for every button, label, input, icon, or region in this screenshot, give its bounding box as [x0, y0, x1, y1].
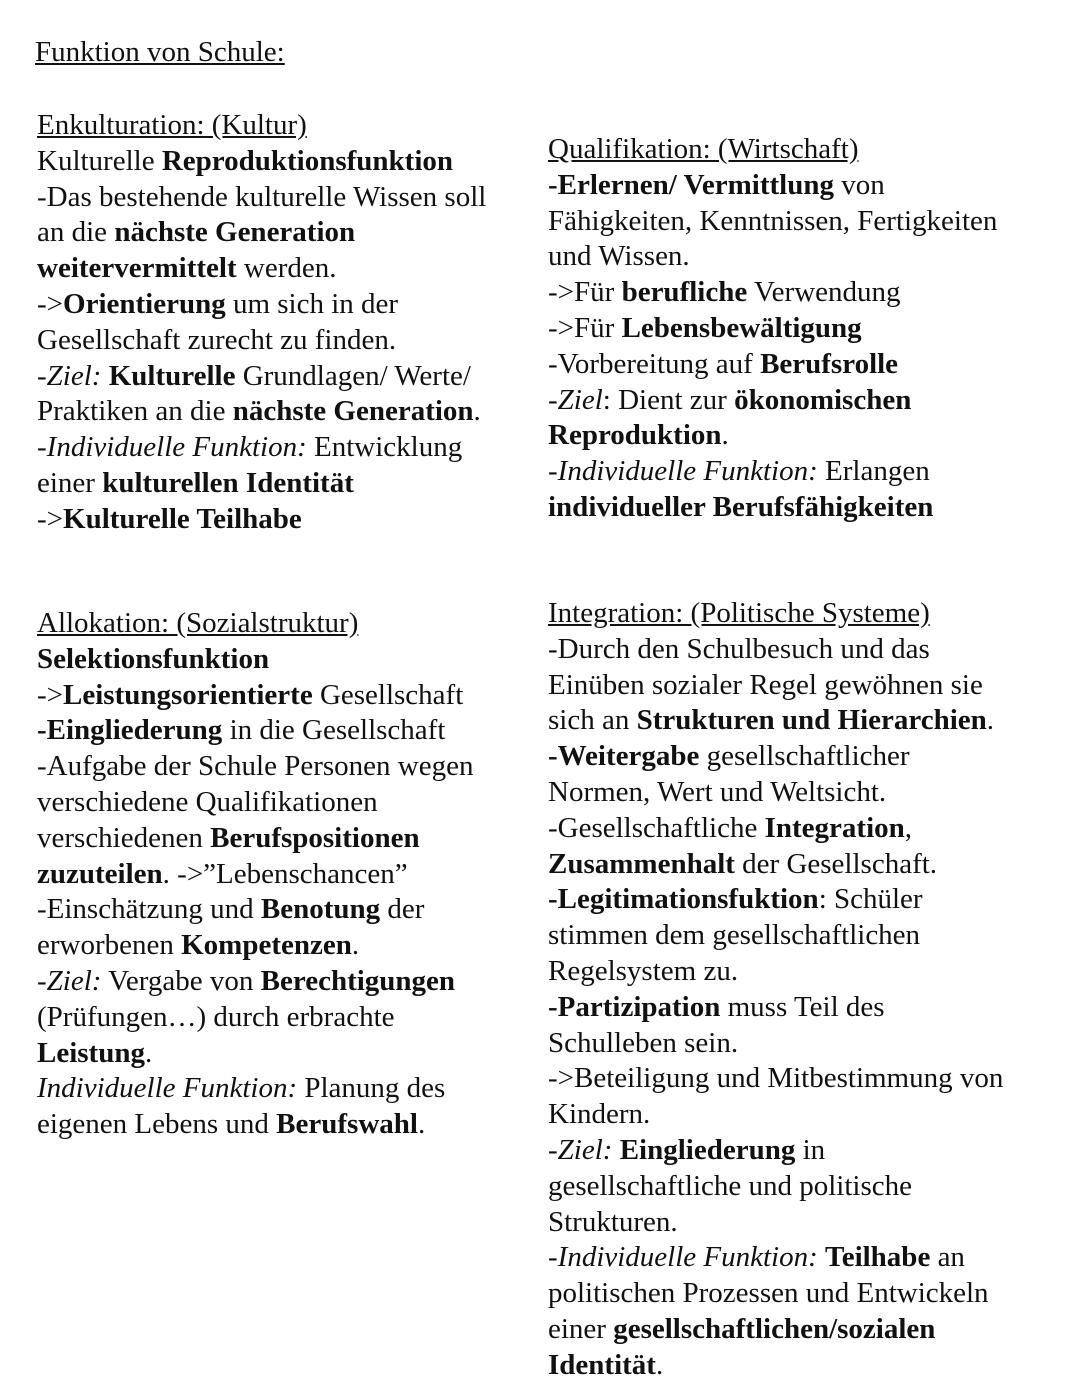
text-run: in — [795, 1133, 826, 1166]
text-line — [548, 1276, 1003, 1312]
text-run: -Das bestehende kulturelle Wissen soll — [37, 180, 487, 213]
text-line — [548, 275, 997, 311]
text-run: Verwendung — [747, 276, 901, 309]
italic-text: Individuelle Funktion: — [37, 1072, 298, 1105]
text-run: Gesellschaft — [312, 678, 464, 711]
text-run: um sich in der — [225, 287, 399, 320]
bold-text: Zusammenhalt — [548, 847, 735, 880]
bold-text: Integration — [764, 811, 905, 844]
text-line — [37, 678, 473, 714]
bold-text: Leistung — [37, 1036, 145, 1069]
page-title: Funktion von Schule: — [35, 36, 285, 68]
italic-text: Ziel: — [557, 1133, 613, 1166]
text-line — [548, 739, 1003, 775]
text-line — [548, 668, 1003, 704]
bold-text: Berufspositionen — [210, 821, 420, 854]
text-line — [37, 749, 473, 785]
text-line — [37, 964, 473, 1000]
text-line — [548, 454, 997, 490]
text-line — [548, 1348, 1003, 1384]
bold-text: Reproduktionsfunktion — [161, 144, 454, 177]
text-line — [548, 1061, 1003, 1097]
section-heading: Integration: (Politische Systeme) — [548, 597, 930, 629]
text-line — [548, 311, 997, 347]
bold-text: Berechtigungen — [260, 964, 456, 997]
bold-text: berufliche — [621, 276, 748, 309]
text-line — [548, 632, 1003, 668]
text-line — [37, 144, 486, 180]
bold-text: weitervermittelt — [37, 252, 237, 285]
text-run: : Schüler — [818, 883, 923, 916]
text-run: verschiedene Qualifikationen — [37, 785, 378, 818]
text-run: Schulleben sein. — [548, 1026, 739, 1059]
text-line — [548, 811, 1003, 847]
text-run: in die Gesellschaft — [222, 714, 446, 747]
text-line — [37, 1107, 473, 1143]
text-line — [37, 713, 473, 749]
text-line — [37, 928, 473, 964]
text-run: . — [986, 704, 995, 737]
text-line — [37, 1071, 473, 1107]
text-run: einer — [548, 1312, 614, 1345]
text-line — [37, 215, 486, 251]
text-run: . — [473, 395, 481, 428]
bold-text: Identität — [548, 1348, 656, 1381]
text-run: von — [833, 168, 885, 201]
text-run: Erlangen — [817, 455, 930, 488]
bold-text: -Erlernen/ Vermittlung — [548, 168, 834, 201]
text-run: verschiedenen — [37, 821, 211, 854]
bold-text: Kompetenzen — [181, 929, 352, 962]
section-body — [548, 168, 997, 526]
italic-text: Ziel — [557, 383, 603, 416]
text-run: -> — [37, 287, 64, 320]
text-run: an die — [37, 216, 115, 249]
bold-text: ökonomischen — [734, 383, 912, 416]
section-heading: Allokation: (Sozialstruktur) — [37, 607, 359, 639]
text-run: Regelsystem zu. — [548, 954, 739, 987]
text-run: ->Für — [548, 276, 622, 309]
text-line — [37, 251, 486, 287]
text-line — [548, 1097, 1003, 1133]
text-line — [37, 323, 486, 359]
italic-text: Ziel: — [46, 359, 102, 392]
text-line — [37, 180, 486, 216]
text-run: . — [417, 1108, 426, 1141]
section-body — [37, 642, 473, 1143]
text-run — [818, 1241, 825, 1273]
section-allokation — [37, 606, 473, 1143]
text-run: an — [930, 1241, 965, 1274]
bold-text: Eingliederung — [619, 1133, 796, 1166]
bold-text: Berufswahl — [276, 1108, 418, 1141]
text-run: ->Beteiligung und Mitbestimmung von — [548, 1062, 1004, 1095]
text-line — [548, 775, 1003, 811]
text-run: Normen, Wert und Weltsicht. — [548, 775, 887, 808]
text-line — [548, 918, 1003, 954]
text-line — [548, 1026, 1003, 1062]
bold-text: Kulturelle — [108, 359, 236, 392]
text-line — [37, 821, 473, 857]
bold-text: Leistungsorientierte — [63, 678, 313, 711]
text-line — [548, 239, 997, 275]
text-run: -Gesellschaftliche — [548, 811, 765, 844]
text-run: gesellschaftlicher — [699, 740, 910, 773]
text-run: eigenen Lebens und — [37, 1108, 277, 1141]
text-run: politischen Prozessen und Entwickeln — [548, 1277, 989, 1310]
text-line — [548, 347, 997, 383]
text-run: Kulturelle — [37, 144, 162, 177]
section-qualifikation — [548, 132, 997, 526]
text-line — [548, 703, 1003, 739]
bold-text: -Partizipation — [548, 990, 721, 1023]
section-heading: Enkulturation: (Kultur) — [37, 109, 307, 141]
text-run: erworbenen — [37, 929, 182, 962]
bold-text: nächste Generation — [114, 216, 356, 249]
text-run: der Gesellschaft. — [734, 847, 938, 880]
text-run: ->Für — [548, 311, 622, 344]
bold-text: zuzuteilen — [37, 857, 163, 890]
text-run: Grundlagen/ Werte/ — [235, 359, 471, 392]
section-body — [37, 144, 486, 538]
italic-text: -Individuelle Funktion: — [548, 1241, 818, 1274]
text-run: stimmen dem gesellschaftlichen — [548, 919, 921, 952]
bold-text: Strukturen und Hierarchien — [636, 704, 987, 737]
text-run: Einüben sozialer Regel gewöhnen sie — [548, 668, 983, 701]
text-run: -Einschätzung und — [37, 893, 261, 926]
text-run: -> — [37, 678, 64, 711]
text-run: einer — [37, 466, 103, 499]
text-line — [548, 882, 1003, 918]
text-line — [37, 502, 486, 538]
text-run: werden. — [236, 252, 337, 285]
text-run: , — [904, 811, 913, 844]
bold-text: Berufsrolle — [760, 347, 899, 380]
bold-text: nächste Generation — [232, 395, 474, 428]
text-run: -> — [37, 502, 64, 535]
text-run: - — [548, 383, 558, 416]
text-line — [548, 204, 997, 240]
text-line — [548, 490, 997, 526]
text-run: Planung des — [297, 1072, 446, 1105]
text-run: . — [351, 929, 360, 962]
bold-text: individueller Berufsfähigkeiten — [548, 490, 934, 523]
text-run: Entwicklung — [306, 431, 463, 464]
text-run: - — [37, 359, 47, 392]
text-run: gesellschaftliche und politische — [548, 1169, 913, 1202]
text-run: . ->”Lebenschancen” — [162, 857, 408, 890]
text-run: muss Teil des — [720, 990, 885, 1023]
text-line — [548, 1312, 1003, 1348]
text-line — [548, 990, 1003, 1026]
text-line — [37, 785, 473, 821]
italic-text: Ziel: — [46, 964, 102, 997]
text-run — [101, 360, 108, 392]
text-run: und Wissen. — [548, 240, 690, 273]
text-run: Vergabe von — [101, 964, 261, 997]
bold-text: Orientierung — [63, 287, 226, 320]
text-line — [37, 892, 473, 928]
bold-text: Lebensbewältigung — [621, 311, 862, 344]
text-line — [37, 430, 486, 466]
italic-text: -Individuelle Funktion: — [548, 455, 818, 488]
text-run: . — [655, 1348, 664, 1381]
text-run: Gesellschaft zurecht zu finden. — [37, 323, 397, 356]
text-run: . — [721, 419, 729, 452]
text-run: der — [380, 893, 425, 926]
bold-text: -Legitimationsfuktion — [548, 883, 819, 916]
text-run: Strukturen. — [548, 1205, 678, 1238]
text-run: Fähigkeiten, Kenntnissen, Fertigkeiten — [548, 204, 998, 237]
text-run: . — [144, 1036, 153, 1069]
section-body — [548, 632, 1003, 1384]
text-line — [548, 1205, 1003, 1241]
text-run: -Vorbereitung auf — [548, 347, 761, 380]
text-line — [37, 359, 486, 395]
text-line — [37, 287, 486, 323]
text-run: : Dient zur — [602, 383, 735, 416]
text-run: - — [37, 964, 47, 997]
text-run: -Aufgabe der Schule Personen wegen — [37, 750, 474, 783]
text-run: (Prüfungen…) durch erbrachte — [37, 1000, 395, 1033]
text-run: Kindern. — [548, 1098, 651, 1131]
text-run: Praktiken an die — [37, 395, 233, 428]
text-line — [37, 394, 486, 430]
bold-text: Teilhabe — [825, 1241, 931, 1274]
text-line — [37, 642, 473, 678]
text-line — [37, 857, 473, 893]
bold-text: Reproduktion — [548, 419, 722, 452]
text-run — [612, 1134, 619, 1166]
text-run: - — [548, 1133, 558, 1166]
text-line — [548, 847, 1003, 883]
text-line — [548, 1240, 1003, 1276]
section-integration — [548, 596, 1003, 1384]
text-run: sich an — [548, 704, 637, 737]
text-line — [37, 1000, 473, 1036]
bold-text: Kulturelle Teilhabe — [63, 502, 302, 535]
text-line — [548, 383, 997, 419]
text-line — [37, 1036, 473, 1072]
bold-text: kulturellen Identität — [102, 466, 354, 499]
bold-text: Benotung — [260, 893, 381, 926]
text-line — [548, 954, 1003, 990]
bold-text: Selektionsfunktion — [37, 642, 270, 675]
section-enkulturation — [37, 108, 486, 538]
bold-text: gesellschaftlichen/sozialen — [613, 1312, 936, 1345]
text-line — [548, 1133, 1003, 1169]
section-heading: Qualifikation: (Wirtschaft) — [548, 133, 859, 165]
italic-text: -Individuelle Funktion: — [37, 431, 307, 464]
text-line — [548, 1169, 1003, 1205]
bold-text: -Weitergabe — [548, 740, 700, 773]
text-run: -Durch den Schulbesuch und das — [548, 632, 930, 665]
text-line — [37, 466, 486, 502]
text-line — [548, 418, 997, 454]
text-line — [548, 168, 997, 204]
bold-text: -Eingliederung — [37, 714, 223, 747]
